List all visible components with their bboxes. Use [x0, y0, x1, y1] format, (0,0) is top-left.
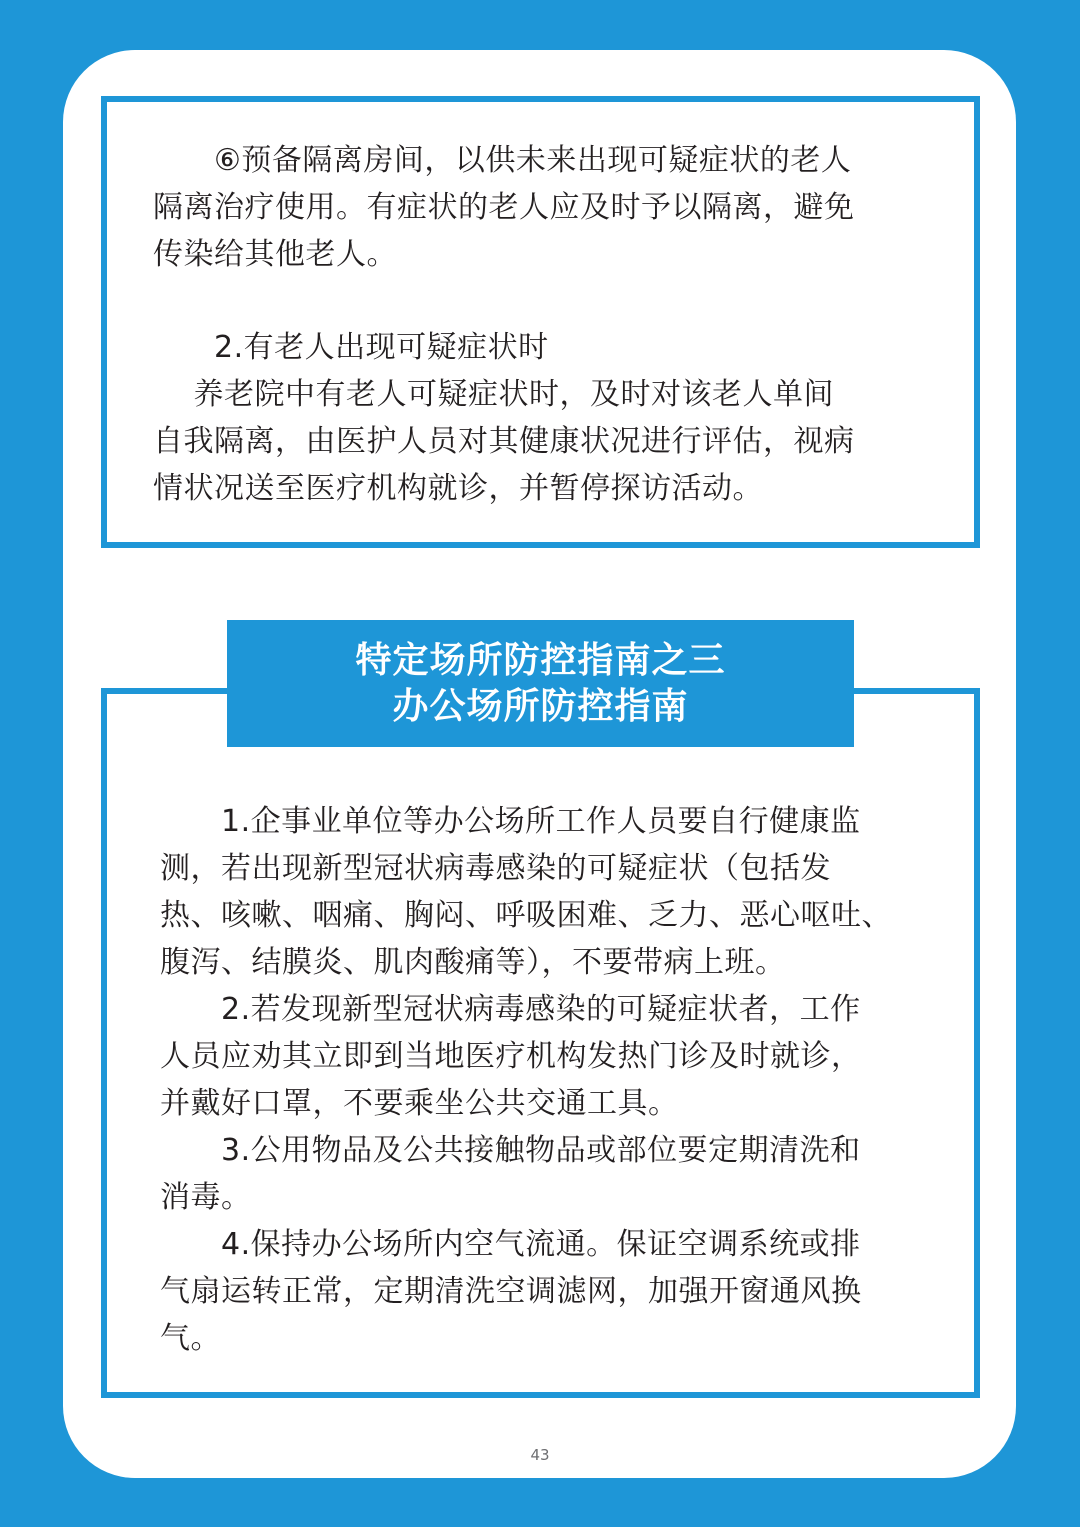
section-heading: [227, 620, 854, 747]
office-guidelines-paragraph: 1.企事业单位等办公场所工作人员要自行健康监 测，若出现新型冠状病毒感染的可疑症状（包括发 热、咳嗽、咽痛、胸闷、呼吸困难、乏力、恶心呕吐、 腹泻、结膜炎、肌肉酸痛等），不要带病上班。 2.若发现新型冠状病毒感染的可疑症状者，工作 人员应劝其立即到当地医疗机构发热门诊及时就诊， 并戴好口罩，不要乘坐公共交通工具。 3.公用物品及公共接触物品或部位要定期清洗和 消毒。 4.保持办公场所内空气流通。保证空调系统或排 气扇运转正常，定期清洗空调滤网，加强开窗通风换 气。: [160, 804, 892, 1356]
heading-line-2: 办公场所防控指南: [392, 685, 689, 727]
page-number: 43: [530, 1446, 550, 1464]
item-6-paragraph: ⑥预备隔离房间，以供未来出现可疑症状的老人 隔离治疗使用。有症状的老人应及时予以隔离，避免 传染给其他老人。: [153, 143, 855, 272]
heading-line-1: 特定场所防控指南之三: [355, 639, 726, 681]
item-2-paragraph: 2.有老人出现可疑症状时 养老院中有老人可疑症状时，及时对该老人单间 自我隔离，由医护人员对其健康状况进行评估，视病 情状况送至医疗机构就诊，并暂停探访活动。: [153, 330, 855, 506]
